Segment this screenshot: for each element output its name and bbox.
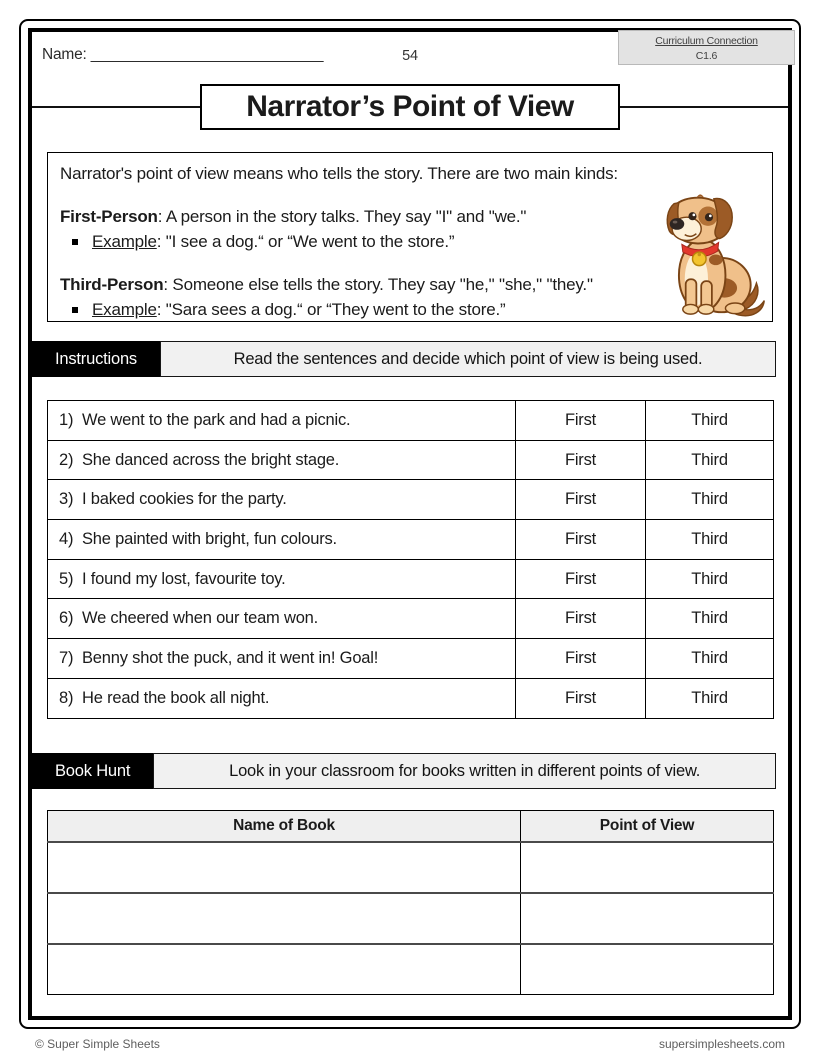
worksheet-title: Narrator’s Point of View: [200, 84, 620, 130]
copyright-text: © Super Simple Sheets: [35, 1037, 160, 1051]
choice-third-2[interactable]: Third: [646, 440, 774, 480]
name-blank-line[interactable]: ___________________________: [90, 46, 324, 63]
table-row: [48, 599, 774, 639]
instructions-bar: [32, 341, 776, 377]
choice-third-5[interactable]: Third: [646, 559, 774, 599]
dog-illustration: [649, 192, 767, 318]
bullet-icon: [72, 239, 78, 245]
choice-third-8[interactable]: Third: [646, 678, 774, 718]
choice-third-1[interactable]: Third: [646, 401, 774, 441]
book-table-header-row: [48, 811, 774, 842]
first-person-term: First-Person: [60, 207, 158, 226]
book-hunt-table: [47, 810, 774, 995]
page-footer: [35, 1037, 785, 1051]
curriculum-connection-box: [618, 30, 795, 65]
instructions-text: Read the sentences and decide which point of view is being used.: [160, 341, 776, 377]
book-name-cell[interactable]: [48, 893, 521, 944]
sentence-cell: 1) We went to the park and had a picnic.: [48, 401, 516, 441]
curriculum-code: C1.6: [695, 49, 718, 62]
book-pov-cell[interactable]: [521, 842, 774, 893]
book-hunt-label: Book Hunt: [32, 753, 153, 789]
book-hunt-bar: [32, 753, 776, 789]
choice-first-7[interactable]: First: [516, 639, 646, 679]
choice-third-3[interactable]: Third: [646, 480, 774, 520]
example-label: Example: [92, 232, 157, 251]
sentence-cell: 6) We cheered when our team won.: [48, 599, 516, 639]
choice-third-6[interactable]: Third: [646, 599, 774, 639]
page-number: 54: [402, 48, 418, 64]
choice-first-3[interactable]: First: [516, 480, 646, 520]
book-hunt-text: Look in your classroom for books written in different points of view.: [153, 753, 776, 789]
choice-first-5[interactable]: First: [516, 559, 646, 599]
sentence-cell: 8) He read the book all night.: [48, 678, 516, 718]
book-table-row: [48, 944, 774, 995]
intro-lead: Narrator's point of view means who tells the story. There are two main kinds:: [60, 164, 618, 183]
table-row: [48, 639, 774, 679]
choice-first-8[interactable]: First: [516, 678, 646, 718]
choice-first-1[interactable]: First: [516, 401, 646, 441]
website-text: supersimplesheets.com: [658, 1037, 785, 1051]
sentence-cell: 4) She painted with bright, fun colours.: [48, 520, 516, 560]
instructions-label: Instructions: [32, 341, 160, 377]
book-table-row: [48, 893, 774, 944]
table-row: [48, 401, 774, 441]
point-of-view-header: Point of View: [521, 811, 774, 842]
first-person-text: : A person in the story talks. They say "I" and "we.": [157, 207, 527, 226]
example-text: : "I see a dog.“ or “We went to the store.”: [156, 232, 455, 251]
choice-first-6[interactable]: First: [516, 599, 646, 639]
curriculum-title: Curriculum Connection: [655, 35, 758, 47]
book-pov-cell[interactable]: [521, 944, 774, 995]
sentence-cell: 3) I baked cookies for the party.: [48, 480, 516, 520]
table-row: [48, 678, 774, 718]
table-row: [48, 440, 774, 480]
choice-third-4[interactable]: Third: [646, 520, 774, 560]
table-row: [48, 520, 774, 560]
choice-third-7[interactable]: Third: [646, 639, 774, 679]
exercise-table: [47, 400, 774, 719]
bullet-icon: [72, 307, 78, 313]
third-person-text: : Someone else tells the story. They say "he," "she," "they.": [163, 275, 593, 294]
book-name-header: Name of Book: [48, 811, 521, 842]
sentence-cell: 5) I found my lost, favourite toy.: [48, 559, 516, 599]
book-pov-cell[interactable]: [521, 893, 774, 944]
book-name-cell[interactable]: [48, 842, 521, 893]
example-label: Example: [92, 300, 157, 319]
choice-first-4[interactable]: First: [516, 520, 646, 560]
sentence-cell: 2) She danced across the bright stage.: [48, 440, 516, 480]
choice-first-2[interactable]: First: [516, 440, 646, 480]
table-row: [48, 480, 774, 520]
book-name-cell[interactable]: [48, 944, 521, 995]
intro-box: [47, 152, 773, 322]
sentence-cell: 7) Benny shot the puck, and it went in! Goal!: [48, 639, 516, 679]
third-person-term: Third-Person: [60, 275, 164, 294]
name-label: Name:: [42, 46, 87, 63]
example-text: : "Sara sees a dog.“ or “They went to the store.”: [156, 300, 506, 319]
book-table-row: [48, 842, 774, 893]
table-row: [48, 559, 774, 599]
